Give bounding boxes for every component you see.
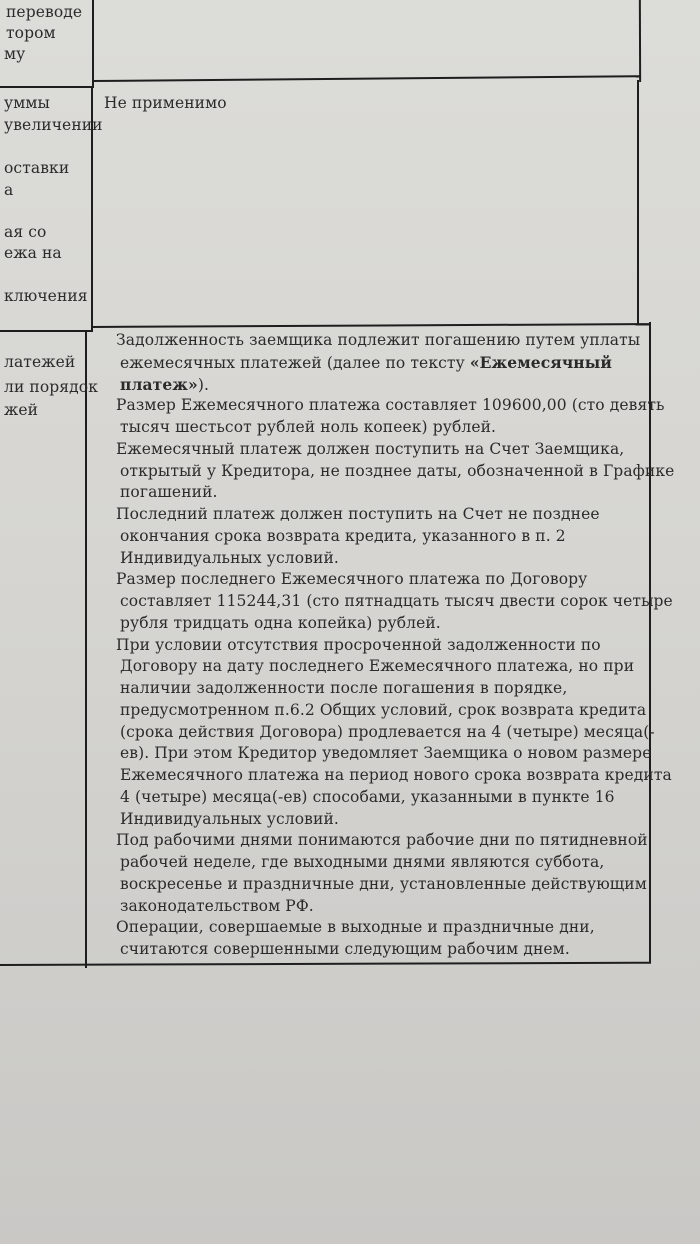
row2-left-line: уммы <box>4 94 50 112</box>
terms-line-text: Ежемесячный платеж должен поступить на Счет Заемщика, <box>116 440 625 458</box>
row1-left-line: му <box>4 45 26 63</box>
terms-line <box>120 678 567 700</box>
terms-line-text: составляет 115244,31 (сто пятнадцать тысяч двести сорок четыре <box>120 592 673 610</box>
terms-line-text: тысяч шестьсот рублей ноль копеек) рублей. <box>120 418 497 436</box>
terms-line <box>116 330 640 352</box>
terms-line-text: Последний платеж должен поступить на Счет не позднее <box>116 505 600 523</box>
row2-left-line: ежа на <box>4 244 62 262</box>
terms-line-text: 4 (четыре) месяца(-ев) способами, указанными в пункте 16 <box>120 788 615 806</box>
terms-line-text: воскресенье и праздничные дни, установленные действующим <box>120 875 647 893</box>
terms-line-text: считаются совершенными следующим рабочим днем. <box>120 940 570 958</box>
row-divider <box>93 75 640 82</box>
terms-line <box>120 352 612 375</box>
row-divider <box>91 323 651 328</box>
row2-left-line: ая со <box>4 223 47 241</box>
row2-left-line: увеличении <box>4 116 103 134</box>
terms-line-text: (срока действия Договора) продлевается на 4 (четыре) месяца(- <box>120 723 655 741</box>
table-border-right <box>637 80 639 324</box>
row-divider <box>0 330 92 332</box>
terms-line <box>116 504 600 526</box>
terms-line-text: предусмотренном п.6.2 Общих условий, срок возврата кредита <box>120 701 647 719</box>
terms-line <box>120 765 672 787</box>
terms-line <box>120 939 570 961</box>
terms-line <box>120 526 566 548</box>
table-bottom-border <box>0 962 651 966</box>
row3-left-line: латежей <box>4 353 76 371</box>
row1-left-line: тором <box>6 24 56 42</box>
row1-left-line: переводе <box>6 3 83 21</box>
terms-line-text: Размер последнего Ежемесячного платежа по Договору <box>116 570 588 588</box>
table-border-right <box>649 322 651 963</box>
terms-line-text: наличии задолженности после погашения в порядке, <box>120 679 568 697</box>
terms-line <box>120 374 209 397</box>
terms-line-text: Договору на дату последнего Ежемесячного платежа, но при <box>120 657 635 675</box>
terms-line-text: ев). При этом Кредитор уведомляет Заемщика о новом размере <box>120 744 652 762</box>
terms-line <box>120 787 615 809</box>
terms-line-text: рубля тридцать одна копейка) рублей. <box>120 614 441 632</box>
terms-line-text: Ежемесячного платежа на период нового срока возврата кредита <box>120 766 672 784</box>
terms-line-text: Индивидуальных условий. <box>120 810 339 828</box>
column-divider <box>92 0 94 88</box>
table-border-right <box>639 0 641 82</box>
terms-line <box>120 417 496 439</box>
row2-left-line: а <box>4 181 14 199</box>
terms-line <box>116 830 648 852</box>
terms-line <box>116 395 665 417</box>
terms-line <box>120 461 674 483</box>
terms-line-text: Под рабочими днями понимаются рабочие дни по пятидневной <box>116 831 648 849</box>
terms-line <box>120 591 673 613</box>
row2-left-line: оставки <box>4 159 70 177</box>
row-divider <box>0 86 94 88</box>
terms-line <box>120 656 634 678</box>
row3-left-line: ли порядок <box>4 378 99 396</box>
terms-line <box>120 896 314 918</box>
terms-line-text: Индивидуальных условий. <box>120 549 339 567</box>
terms-line <box>116 439 624 461</box>
terms-line <box>120 548 339 570</box>
terms-line-text: ежемесячных платежей (далее по тексту <box>120 354 470 372</box>
terms-line <box>120 722 655 744</box>
terms-line-text: Размер Ежемесячного платежа составляет 109600,00 (сто девять <box>116 396 665 414</box>
row3-left-line: жей <box>4 401 39 419</box>
terms-line <box>116 569 587 591</box>
terms-line-text: законодательством РФ. <box>120 897 314 915</box>
terms-line <box>120 613 441 635</box>
terms-line-text: Задолженность заемщика подлежит погашению путем уплаты <box>116 331 641 349</box>
terms-line-bold-text: платеж» <box>120 375 198 394</box>
column-divider <box>85 330 87 968</box>
row2-value: Не применимо <box>104 94 227 112</box>
terms-line-text: окончания срока возврата кредита, указанного в п. 2 <box>120 527 566 545</box>
terms-line-text: погашений. <box>120 483 218 501</box>
terms-line-bold-text: «Ежемесячный <box>469 353 612 372</box>
terms-line-text: ). <box>197 376 210 394</box>
terms-line <box>120 809 339 831</box>
terms-line <box>116 917 595 939</box>
terms-line-text: При условии отсутствия просроченной задолженности по <box>116 636 601 654</box>
terms-line <box>120 700 646 722</box>
terms-line <box>120 743 651 765</box>
terms-line-text: Операции, совершаемые в выходные и праздничные дни, <box>116 918 595 936</box>
terms-line-text: рабочей неделе, где выходными днями являются суббота, <box>120 853 605 871</box>
terms-line-text: открытый у Кредитора, не позднее даты, обозначенной в Графике <box>120 462 675 480</box>
row2-left-line: ключения <box>4 287 88 305</box>
terms-line <box>120 852 604 874</box>
terms-line <box>120 874 647 896</box>
terms-line <box>116 635 601 657</box>
terms-line <box>120 482 218 504</box>
